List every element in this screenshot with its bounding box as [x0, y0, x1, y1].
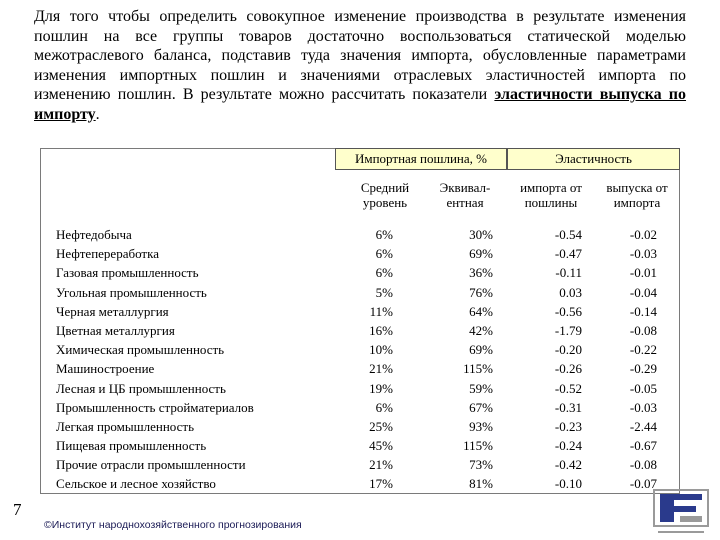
- table-cell-oe: -0.07: [629, 476, 657, 492]
- avg-level-column: [340, 225, 393, 494]
- header-import-duty: Импортная пошлина, %: [335, 148, 507, 170]
- table-cell-ie: -0.10: [554, 476, 582, 492]
- equivalent-column: [435, 225, 493, 494]
- table-cell-oe: -0.03: [629, 246, 657, 262]
- table-cell-oe: -2.44: [629, 418, 657, 434]
- table-row-label: Машиностроение: [56, 361, 155, 377]
- table-cell-ie: -0.56: [554, 303, 582, 319]
- table-cell-ie: -0.54: [554, 227, 582, 242]
- table-cell-eq: 76%: [469, 284, 493, 300]
- table-cell-avg: 21%: [369, 457, 393, 473]
- table-cell-oe: -0.08: [629, 322, 657, 338]
- table-cell-ie: -0.24: [554, 438, 582, 454]
- logo-bar: [680, 516, 702, 522]
- table-cell-avg: 6%: [375, 399, 393, 415]
- table-cell-ie: 0.03: [559, 284, 582, 300]
- table-cell-avg: 25%: [369, 418, 393, 434]
- table-cell-avg: 17%: [369, 476, 393, 492]
- table-row-label: Черная металлургия: [56, 303, 169, 319]
- table-cell-eq: 81%: [469, 476, 493, 492]
- intro-paragraph: [34, 7, 686, 124]
- table-row-label: Прочие отрасли промышленности: [56, 457, 246, 473]
- table-row-label: Химическая промышленность: [56, 342, 225, 358]
- table-cell-oe: -0.04: [629, 284, 657, 300]
- table-row-label: Пищевая промышленность: [56, 438, 207, 454]
- table-row-label: Легкая промышленность: [56, 418, 195, 434]
- table-cell-oe: -0.08: [629, 457, 657, 473]
- table-cell-avg: 6%: [375, 246, 393, 262]
- table-row-label: Угольная промышленность: [56, 284, 207, 300]
- paragraph-emphasis: эластичности выпуска по импорту: [34, 86, 687, 123]
- output-elasticity-column: [597, 225, 657, 494]
- table-cell-eq: 30%: [469, 227, 493, 242]
- paragraph-end: .: [95, 105, 100, 123]
- table-cell-oe: -0.03: [629, 399, 657, 415]
- table-cell-ie: -0.42: [554, 457, 582, 473]
- table-cell-eq: 36%: [469, 265, 493, 281]
- institute-logo-icon: [652, 488, 710, 536]
- table-row-label: Нефтепереработка: [56, 246, 159, 262]
- table-cell-avg: 21%: [369, 361, 393, 377]
- table-cell-avg: 45%: [369, 438, 393, 454]
- table-cell-eq: 69%: [469, 342, 493, 358]
- table-cell-ie: -0.26: [554, 361, 582, 377]
- table-cell-ie: -0.47: [554, 246, 582, 262]
- table-cell-oe: -0.14: [629, 303, 657, 319]
- table-cell-oe: -0.67: [629, 438, 657, 454]
- industry-column: [56, 225, 254, 494]
- table-cell-eq: 67%: [469, 399, 493, 415]
- import-elasticity-column: [520, 225, 582, 494]
- table-cell-ie: -0.11: [555, 265, 582, 281]
- table-cell-ie: -0.52: [554, 380, 582, 396]
- table-cell-avg: 19%: [369, 380, 393, 396]
- table-row-label: Промышленность стройматериалов: [56, 399, 254, 415]
- table-cell-avg: 16%: [369, 322, 393, 338]
- table-cell-oe: -0.05: [629, 380, 657, 396]
- table-cell-ie: -1.79: [554, 322, 582, 338]
- subheader-output-elasticity: выпуска от импорта: [606, 180, 668, 210]
- table-cell-eq: 73%: [469, 457, 493, 473]
- table-cell-eq: 115%: [463, 438, 493, 454]
- paragraph-text: Для того чтобы определить совокупное изменение производства в результате изменения пошлин на все группы товаров достаточно воспользоваться статической моделью межотраслевого баланса, подставив туда значения импорта, обусловленные параметрами изменения импортных пошлин и значениями отраслевых эластичностей импорта по изменению пошлин. В результате можно рассчитать показатели: [34, 8, 686, 103]
- table-cell-avg: 6%: [375, 227, 393, 242]
- table-cell-eq: 115%: [463, 361, 493, 377]
- table-cell-avg: 6%: [375, 265, 393, 281]
- table-cell-ie: -0.31: [554, 399, 582, 415]
- subheader-avg-level: Средний уровень: [360, 180, 410, 210]
- table-cell-avg: 5%: [375, 284, 393, 300]
- subheader-import-elasticity: импорта от пошлины: [520, 180, 582, 210]
- table-row-label: Цветная металлургия: [56, 322, 175, 338]
- subheader-equivalent: Эквивал-ентная: [439, 180, 491, 210]
- table-cell-eq: 64%: [469, 303, 493, 319]
- table-cell-oe: -0.29: [629, 361, 657, 377]
- table-cell-oe: -0.22: [629, 342, 657, 358]
- table-row-label: Сельское и лесное хозяйство: [56, 476, 216, 492]
- page-number: 7: [13, 500, 22, 519]
- table-row-label: Газовая промышленность: [56, 265, 199, 281]
- table-cell-oe: -0.01: [629, 265, 657, 281]
- table-cell-ie: -0.20: [554, 342, 582, 358]
- header-elasticity: Эластичность: [507, 148, 680, 170]
- table-cell-avg: 11%: [369, 303, 393, 319]
- footer-copyright: ©Институт народнохозяйственного прогнозирования: [44, 519, 302, 531]
- table-cell-eq: 42%: [469, 322, 493, 338]
- table-row-label: Нефтедобыча: [56, 227, 132, 242]
- table-row-label: Лесная и ЦБ промышленность: [56, 380, 226, 396]
- table-cell-eq: 93%: [469, 418, 493, 434]
- table-cell-ie: -0.23: [554, 418, 582, 434]
- table-cell-avg: 10%: [369, 342, 393, 358]
- table-cell-oe: -0.02: [629, 227, 657, 242]
- table-cell-eq: 59%: [469, 380, 493, 396]
- table-cell-eq: 69%: [469, 246, 493, 262]
